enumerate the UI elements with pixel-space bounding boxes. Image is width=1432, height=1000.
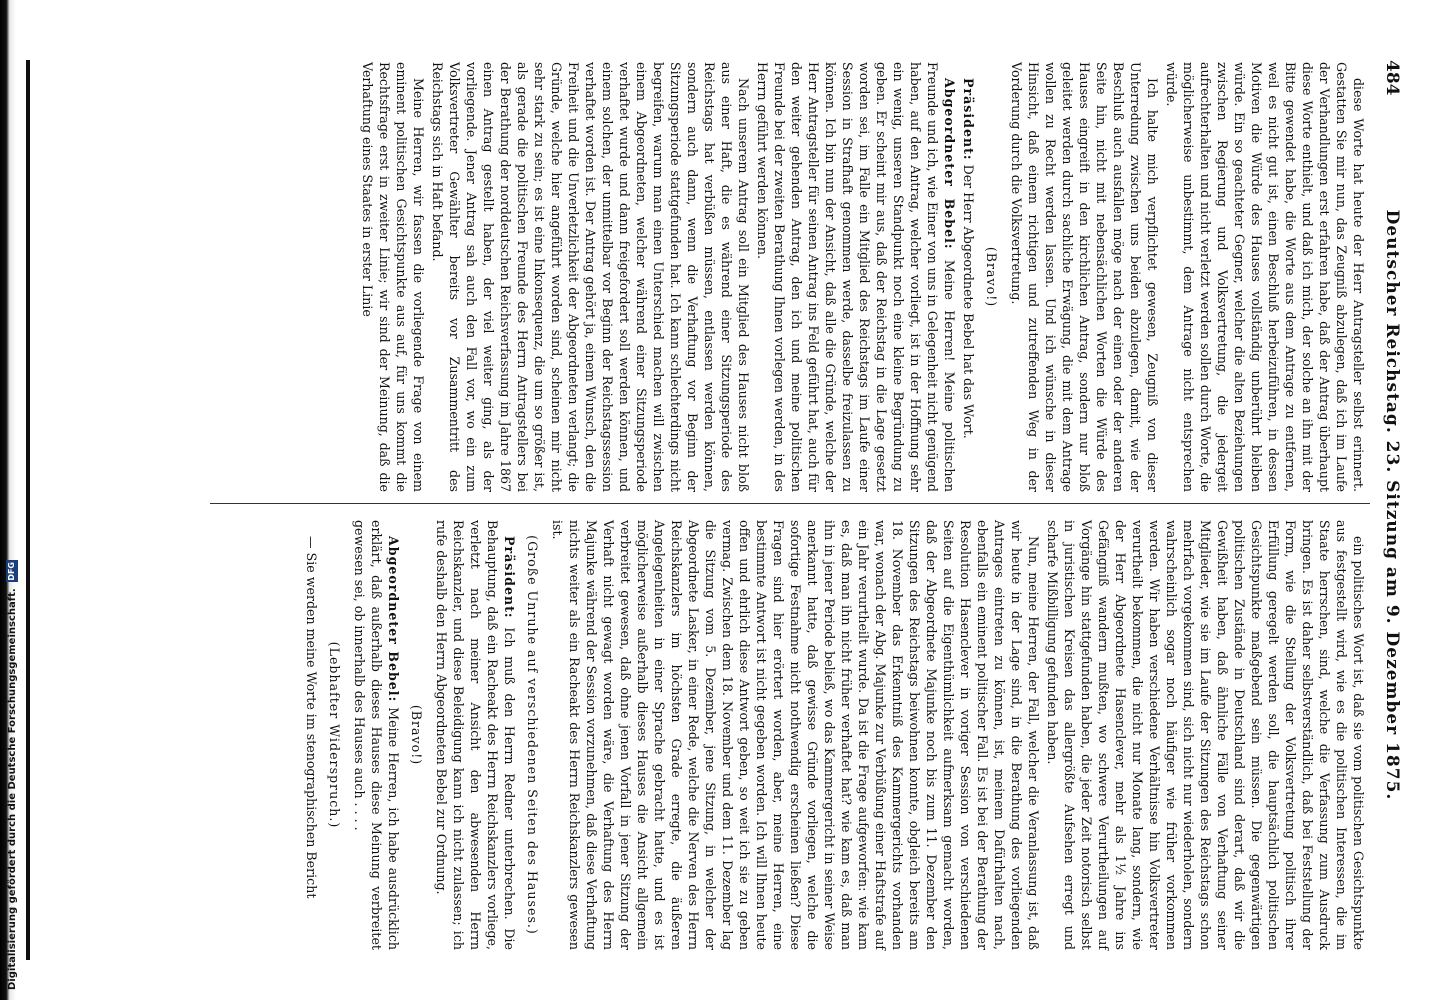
paragraph — [960, 62, 977, 492]
stage-direction — [408, 520, 425, 950]
paragraph-text: (Lebhafter Widerspruch.) — [327, 641, 342, 829]
paragraph-text: — Sie werden meine Worte im stenographischen Bericht — [304, 536, 319, 899]
page-number: 484 — [1382, 60, 1402, 96]
bottom-rule — [26, 60, 30, 960]
stage-direction — [983, 62, 1000, 492]
paragraph-text: ein politisches Wort ist, daß sie vom politischen Gesichtspunkte aus festgestellt wird, wie es die politischen Interessen, die im Staate herrschen, sind, welche die Verfassung zum Ausdruck bringen. Es ist daher selbstverständlich, daß bei Feststellung der Form, wie die Stellung der Volksvertretung politisch ihrer Erfüllung geregelt werden soll, die hauptsächlich politischen Gesichtspunkte maßgebend sein müssen. Die gegenwärtigen politischen Zustände in Deutschland sind derart, daß wir die Gewißheit haben, daß ähnliche Fälle von Verhaftung seiner Mitglieder, wie sie im Laufe der Sitzungen des Reichstags schon mehrfach vorgekommen sind, sich nicht nur wiederholen, sondern wahrscheinlich sogar noch häufiger wie früher vorkommen werden. Wir haben verschiedene Verhältnisse hin Volksvertreter verurtheilt bekommen, die nicht nur Monate lang, sondern, wie der Herr Abgeordnete Hasenclever, mehr als 1½ Jahre ins Gefängniß wandern mußten, wo schwere Verurtheilungen auf Vorgänge hin stattgefunden haben, die jeder Zeit notorisch selbst in juristischen Kreisen das allergrößte Aufsehen erregt und scharfe Mißbilligung gefunden haben. — [1045, 520, 1366, 950]
paragraph-text: (Bravo!) — [409, 704, 424, 766]
speaker-label: Abgeordneter Bebel: — [386, 536, 401, 703]
digitization-credit — [6, 560, 18, 990]
speaker-label: Abgeordneter Bebel: — [942, 78, 957, 250]
left-text-column — [357, 62, 1367, 492]
paragraph-text: Meine Herren, ich habe ausdrücklich erklärt, daß außerhalb dieses Hauses diese Meinung verbreitet gewesen sei, ob innerhalb des Hauses auch . . . . — [352, 520, 401, 950]
paragraph — [351, 520, 402, 950]
paragraph-text: Ich halte mich verpflichtet gewesen, Zeugniß von dieser Unterredung zwischen uns beiden abzulegen, damit, wie der Beschluß auch ausfallen möge nach der einen oder der anderen Seite hin, nicht mit nebensächlichen Worten die Würde des Hauses eingreift in den kirchlichen Antrag, sondern nur bloß geleitet werden durch sachliche Erwägung, die mit dem Antrage wollen zu Recht werden lassen. Und ich wünsche in dieser Hinsicht, daß einem richtigen und zutreffenden Weg in der Vorderung durch die Volksvertretung. — [1009, 62, 1160, 492]
paragraph — [549, 520, 1042, 950]
paragraph-text: Nach unserem Antrag soll ein Mitglied des Hauses nicht bloß aus einer Haft, die es während einer Sitzungsperiode des Reichstags hat verbüßen müssen, entlassen werden können, sondern auch dann, wenn die Verhaftung vor Beginn der Sitzungsperiode stattgefunden hat. Ich kann schlechterdings nicht begreifen, warum man einen Unterschied machen will zwischen einem Abgeordneten, welcher während einer Sitzungsperiode verhaftet wurde und dann freigefordert soll werden können, und einem solchen, der unmittelbar vor Beginn der Reichstagssession verhaftet worden ist. Der Antrag gehört ja, einem Wunsch, den die Freiheit und die Unverletzlichkeit der Abgeordneten verlangt; die Gründe, welche hier angeführt worden sind, scheinen mir nicht sehr stark zu sein; es ist eine Inkonsequenz, die um so größer ist, als gerade die politischen Freunde des Herrn Antragstellers bei der Berathung der norddeutschen Reichsverfassung im Jahre 1867 einen Antrag gestellt haben, der viel weiter ging, als der vorliegende. Jener Antrag sah auch den Fall vor, wo ein zum Volksvertreter Gewählter bereits vor Zusammentritt des Reichstags sich in Haft befand. — [430, 62, 751, 492]
dfg-logo-icon: DFG — [7, 562, 16, 581]
stage-direction — [524, 520, 541, 950]
paragraph — [754, 62, 958, 492]
paragraph-text: (Große Unruhe auf verschiedenen Seiten des Hauses.) — [525, 535, 540, 935]
running-title: Deutscher Reichstag. 23. Sitzung am 9. Dezember 1875. — [1382, 209, 1402, 801]
speaker-label: Präsident: — [961, 78, 976, 161]
paragraph — [429, 62, 752, 492]
paragraph-text: Meine Herren! Meine politischen Freunde und ich, wie Einer von uns in Gelegenheit nicht genügend haben, auf den Antrag, welcher vorliegt, ist in der Hoffnung sehr ein wenig, unseren Standpunkt noch eine kleine Begründung zu geben. Er scheint mir aus, daß der Reichstag in die Lage gesetzt worden sei, im Falle ein Mitglied des Reichstags im Laufe einer Session in Strafhaft genommen werde, dasselbe freizulassen zu können. Ich bin nun der Ansicht, daß alle die Gründe, welche der Herr Antragsteller für seinen Antrag ins Feld geführt hat, auch für den weiter gehenden Antrag, den ich und meine politischen Freunde bei der zweiten Berathung Ihnen vorlegen werden, in des Herrn geführt werden können. — [755, 62, 957, 492]
page-header — [1374, 60, 1402, 950]
paragraph — [1163, 62, 1367, 492]
stage-direction — [326, 520, 343, 950]
speaker-label: Präsident: — [502, 536, 517, 619]
paragraph-text: Meine Herren, wir fassen die vorliegende Frage von einem eminent politischen Gesichtspunkte aus auf, für uns kommt die Rechtsfrage erst in zweiter Linie; wir sind der Meinung, daß die Verhaftung eines Staates in erster Linie — [360, 62, 426, 492]
paragraph — [433, 520, 518, 950]
paragraph-text: Ich muß den Herrn Redner unterbrechen. Die Behauptung, daß ein Racheakt des Herrn Reichskanzlers vorliege, verletzt nach meiner Ansicht den abwesenden Herrn Reichskanzler, und diese Beleidigung kann ich nicht zulassen; ich rufe deshalb den Herrn Abgeordneten Bebel zur Ordnung. — [434, 520, 517, 950]
paragraph — [1044, 520, 1367, 950]
paragraph-text: (Bravo!) — [984, 246, 999, 308]
credit-text: Digitalisierung gefördert durch die Deutsche Forschungsgemeinschaft. — [6, 588, 18, 990]
paragraph — [303, 520, 320, 950]
paragraph — [1008, 62, 1161, 492]
column-divider — [210, 503, 1370, 504]
paragraph-text: Der Herr Abgeordnete Bebel hat das Wort. — [961, 164, 976, 439]
paragraph-text: Nun, meine Herren, der Fall, welcher die Veranlassung ist, daß wir heute in der Lage sind, in die Berathung des vorliegenden Antrages eintreten zu können, ist, meinem Dafürhalten nach, ebenfalls ein eminent politischer Fall. Es ist bei der Berathung der Resolution Hasenclever in voriger Session von verschiedenen Seiten auf die Eigenthümlichkeit aufmerksam gemacht worden, daß der Abgeordnete Majunke noch bis zum 11. Dezember den Sitzungen des Reichstags beiwohnen konnte, obgleich bereits am 18. November das Erkenntniß des Kammergerichts vorhanden war, wonach der Abg. Majunke zur Verbüßung einer Haftstrafe auf ein Jahr verurtheilt wurde. Da ist die Frage aufgeworfen: wie kam es, daß man ihn nicht früher verhaftet hat? wie kam es, daß man ihn in jener Periode beließ, wo das Kammergericht in seiner Weise anerkannt hatte, daß gewisse Gründe vorliegen, welche die sofortige Festnahme nicht nothwendig erscheinen ließen? Diese Fragen sind hier erörtert worden, aber, meine Herren, eine bestimmte Antwort ist nicht gegeben worden. Ich will Ihnen heute offen und ehrlich diese Antwort geben, so weit ich sie zu geben vermag. Zwischen dem 18. November und dem 11. Dezember lag die Sitzung vom 5. Dezember, jene Sitzung, in welcher der Abgeordnete Lasker, in einer Rede, welche die Nerven des Herrn Reichskanzlers im höchsten Grade erregte, die äußeren Angelegenheiten in einer Sprache gebracht hatte, und es ist möglicherweise außerhalb dieses Hauses die Ansicht allgemein verbreitet gewesen, daß ohne jenen Vorfall in jener Sitzung der Verhaft nicht gewagt worden wäre, die Verhaftung des Herrn Majunke während der Session vorzunehmen, daß diese Verhaftung nichts weiter als ein Racheakt des Herrn Reichskanzlers gewesen ist. — [550, 520, 1041, 950]
right-text-column — [301, 520, 1367, 950]
paragraph-text: diese Worte hat heute der Herr Antragsteller selbst erinnert. Gestatten Sie mir nun, das Zeugniß abzulegen, daß ich im Laufe der Verhandlungen erst erfahren habe, daß der Antrag überhaupt diese Worte enthielt, und daß ich mich, der solche an ihn mit der Bitte gewendet habe, die Worte aus dem Antrage zu entfernen, weil es nicht gut ist, einen Beschluß herbeizuführen, in dessen Motiven die Würde des Hauses vollständig unberührt bleiben würde. Ein so geachteter Gegner, welcher die alten Beziehungen zwischen Regierung und Volksvertretung, die jedergeit aufrechterhalten und nicht verletzt werden sollen durch Worte, die möglicherweise unbestimmt, dem Antrage nicht entsprechen würde. — [1164, 62, 1366, 492]
paragraph — [359, 62, 427, 492]
